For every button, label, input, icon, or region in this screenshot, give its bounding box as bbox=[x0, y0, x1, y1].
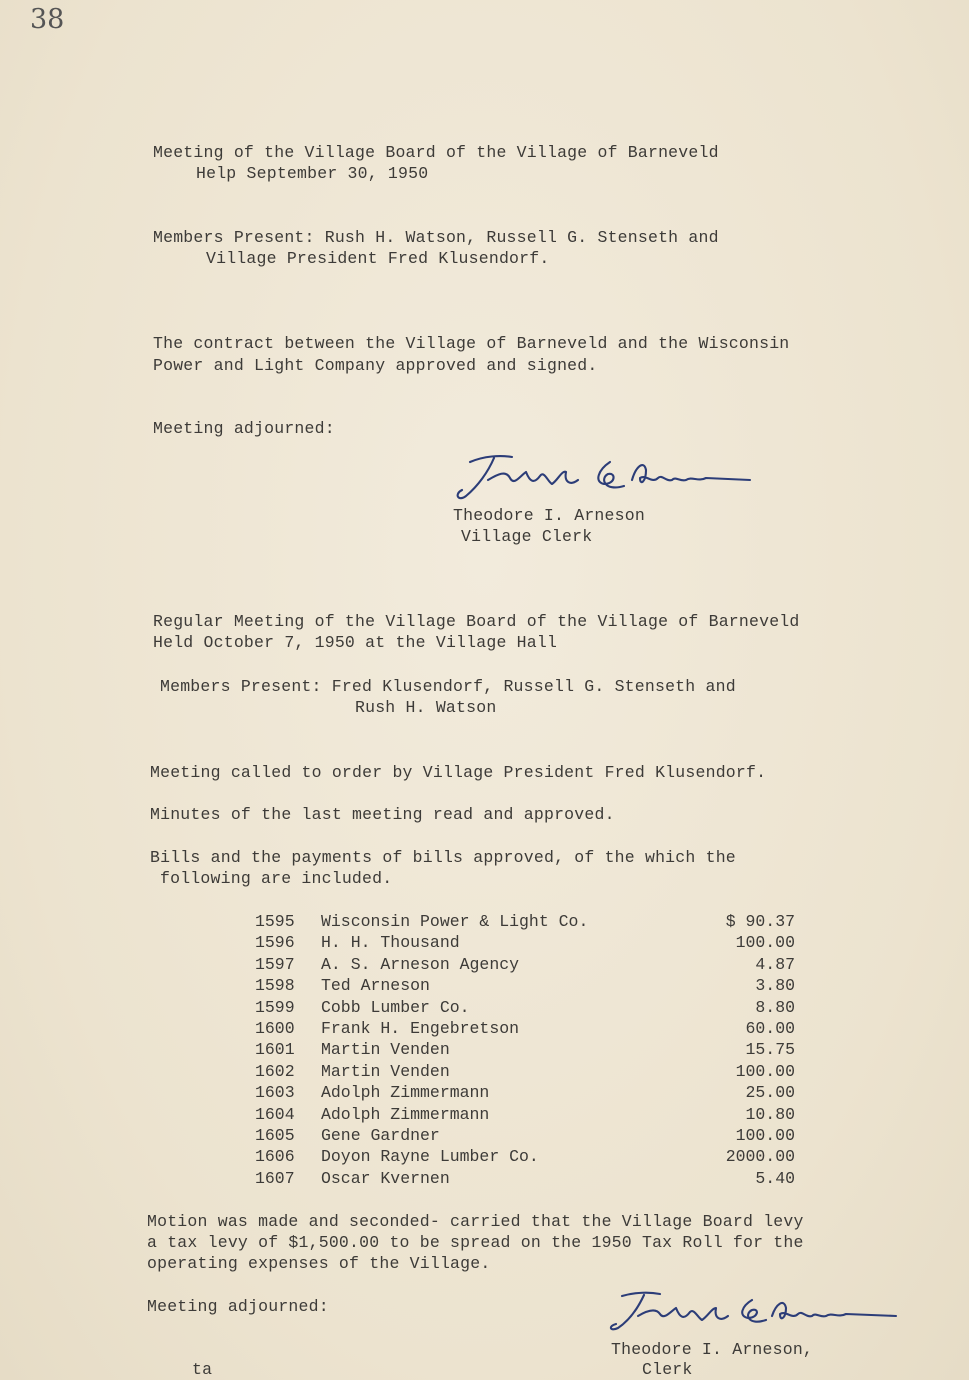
bill-amount: $ 90.37 bbox=[725, 912, 795, 931]
meeting2-members-line1: Members Present: Fred Klusendorf, Russell G. Stenseth and bbox=[160, 677, 736, 696]
bill-number: 1603 bbox=[255, 1083, 295, 1103]
meeting2-called-to-order: Meeting called to order by Village President Fred Klusendorf. bbox=[150, 763, 767, 782]
bill-row bbox=[255, 932, 795, 953]
bill-amount: 4.87 bbox=[755, 954, 795, 974]
bill-amount: 15.75 bbox=[745, 1040, 795, 1060]
bill-payee: Ted Arneson bbox=[321, 976, 430, 996]
meeting2-signature bbox=[602, 1286, 902, 1336]
bill-row bbox=[255, 1146, 795, 1167]
meeting2-minutes: Minutes of the last meeting read and approved. bbox=[150, 805, 615, 824]
bill-row bbox=[255, 911, 795, 932]
bill-number: 1598 bbox=[255, 976, 295, 996]
meeting2-bills-line2: following are included. bbox=[160, 869, 393, 888]
meeting1-members-line2: Village President Fred Klusendorf. bbox=[206, 249, 550, 268]
bill-payee: Cobb Lumber Co. bbox=[321, 997, 470, 1017]
bill-number: 1601 bbox=[255, 1040, 295, 1060]
meeting1-signer-title: Village Clerk bbox=[461, 527, 593, 546]
bill-number: 1605 bbox=[255, 1126, 295, 1145]
bill-number: 1597 bbox=[255, 954, 295, 974]
meeting1-contract-line2: Power and Light Company approved and signed. bbox=[153, 356, 598, 375]
meeting1-adjourned: Meeting adjourned: bbox=[153, 419, 335, 438]
meeting2-motion-line3: operating expenses of the Village. bbox=[147, 1254, 491, 1273]
meeting1-members-line1: Members Present: Rush H. Watson, Russell G. Stenseth and bbox=[153, 228, 719, 247]
bill-amount: 25.00 bbox=[745, 1083, 795, 1103]
bill-row bbox=[255, 997, 795, 1018]
bill-payee: Adolph Zimmermann bbox=[321, 1083, 490, 1103]
bill-number: 1607 bbox=[255, 1168, 295, 1188]
bill-amount: 2000.00 bbox=[725, 1147, 795, 1167]
meeting2-motion-line1: Motion was made and seconded- carried that the Village Board levy bbox=[147, 1212, 804, 1231]
meeting1-contract-line1: The contract between the Village of Barneveld and the Wisconsin bbox=[153, 334, 790, 353]
bill-number: 1599 bbox=[255, 997, 295, 1017]
bill-row bbox=[255, 1168, 795, 1189]
bill-number: 1606 bbox=[255, 1147, 295, 1167]
meeting2-adjourned: Meeting adjourned: bbox=[147, 1297, 329, 1316]
bill-number: 1604 bbox=[255, 1104, 295, 1124]
bill-number: 1596 bbox=[255, 933, 295, 953]
meeting2-members-line2: Rush H. Watson bbox=[355, 698, 497, 717]
bill-amount: 3.80 bbox=[755, 976, 795, 996]
bill-amount: 100.00 bbox=[735, 1061, 795, 1081]
meeting1-signer-name: Theodore I. Arneson bbox=[453, 506, 645, 525]
meeting1-title-line2: Help September 30, 1950 bbox=[196, 164, 429, 183]
bill-row bbox=[255, 1061, 795, 1082]
page-number: 38 bbox=[30, 4, 65, 35]
bill-payee: Frank H. Engebretson bbox=[321, 1019, 520, 1038]
bill-amount: 5.40 bbox=[755, 1168, 795, 1188]
meeting2-signer-name: Theodore I. Arneson, bbox=[611, 1340, 814, 1359]
bill-row bbox=[255, 954, 795, 975]
bill-number: 1600 bbox=[255, 1019, 295, 1038]
bill-number: 1595 bbox=[255, 912, 295, 931]
bill-payee: Martin Venden bbox=[321, 1061, 450, 1081]
bill-payee: A. S. Arneson Agency bbox=[321, 954, 520, 974]
bill-payee: H. H. Thousand bbox=[321, 933, 460, 953]
bill-number: 1602 bbox=[255, 1061, 295, 1081]
bill-row bbox=[255, 1104, 795, 1125]
meeting2-title-line1: Regular Meeting of the Village Board of the Village of Barneveld bbox=[153, 612, 800, 631]
bill-payee: Doyon Rayne Lumber Co. bbox=[321, 1147, 539, 1167]
bill-amount: 100.00 bbox=[735, 1126, 795, 1145]
bill-amount: 100.00 bbox=[735, 933, 795, 953]
meeting2-title-line2: Held October 7, 1950 at the Village Hall bbox=[153, 633, 558, 652]
bill-row bbox=[255, 1125, 795, 1146]
bill-amount: 8.80 bbox=[755, 997, 795, 1017]
meeting2-signer-title: Clerk bbox=[642, 1360, 693, 1379]
bill-row bbox=[255, 1082, 795, 1103]
meeting1-title-line1: Meeting of the Village Board of the Village of Barneveld bbox=[153, 143, 719, 162]
bill-payee: Martin Venden bbox=[321, 1040, 450, 1060]
bill-row bbox=[255, 1018, 795, 1039]
bill-row bbox=[255, 1039, 795, 1060]
bill-row bbox=[255, 975, 795, 996]
meeting2-motion-line2: a tax levy of $1,500.00 to be spread on the 1950 Tax Roll for the bbox=[147, 1233, 804, 1252]
bill-amount: 60.00 bbox=[745, 1019, 795, 1038]
bill-payee: Oscar Kvernen bbox=[321, 1168, 450, 1188]
meeting2-bills-line1: Bills and the payments of bills approved, of the which the bbox=[150, 848, 736, 867]
bill-payee: Adolph Zimmermann bbox=[321, 1104, 490, 1124]
bill-amount: 10.80 bbox=[745, 1104, 795, 1124]
bill-payee: Wisconsin Power & Light Co. bbox=[321, 912, 589, 931]
typist-initials: ta bbox=[192, 1360, 213, 1379]
bill-payee: Gene Gardner bbox=[321, 1126, 440, 1145]
meeting1-signature bbox=[448, 448, 758, 504]
